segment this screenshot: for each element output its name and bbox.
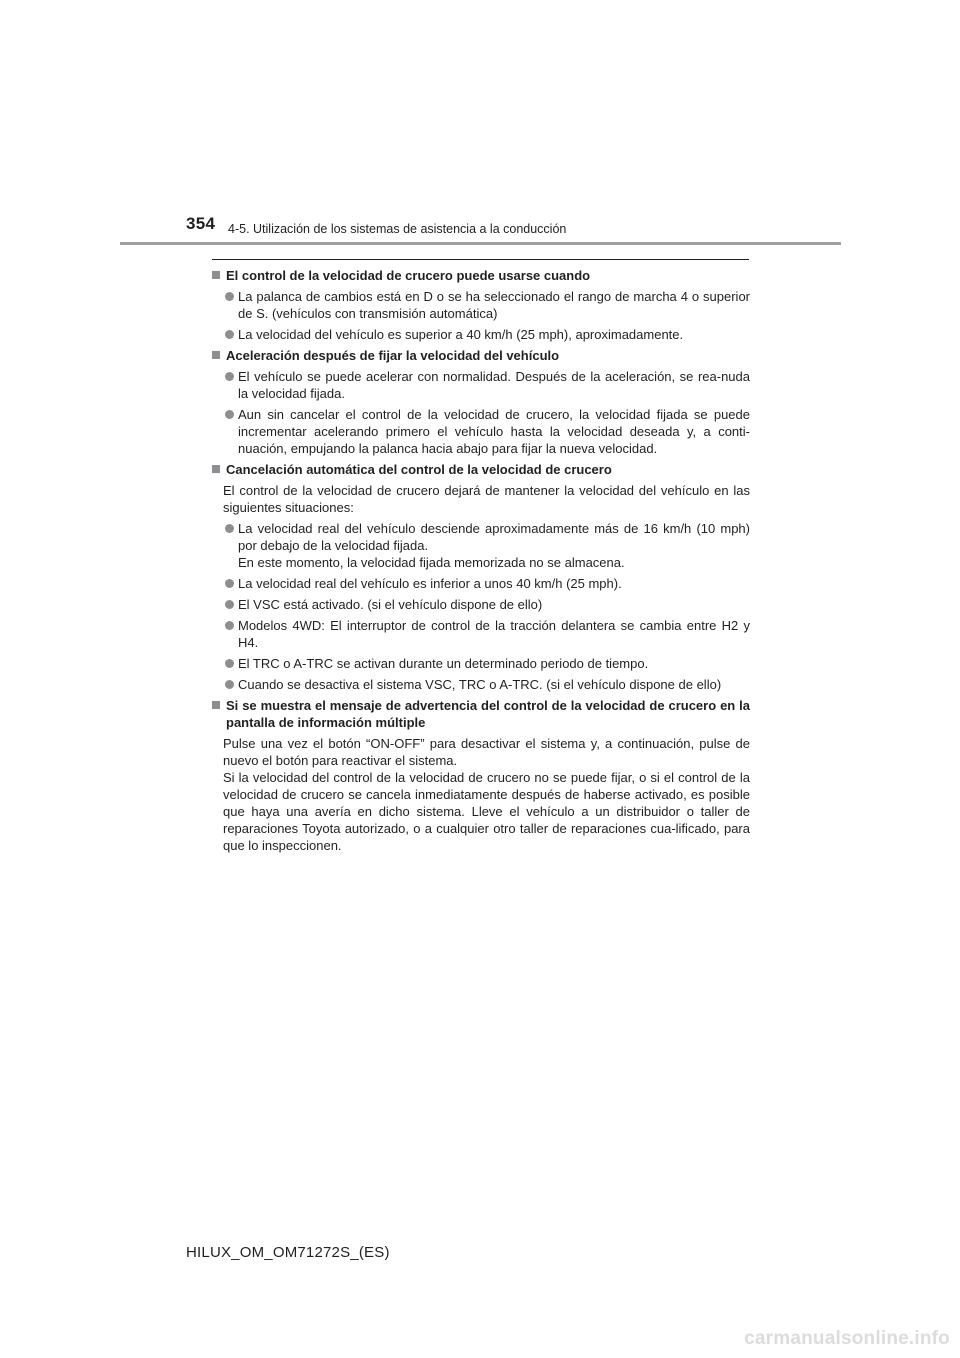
header-divider xyxy=(120,242,841,245)
list-item-text: La velocidad real del vehículo es inferior a unos 40 km/h (25 mph). xyxy=(238,576,622,591)
list-item xyxy=(210,596,750,613)
circle-bullet-icon xyxy=(225,330,234,339)
section-heading xyxy=(210,461,750,478)
list-item-text: El vehículo se puede acelerar con normalidad. Después de la aceleración, se rea-nuda la velocidad fijada. xyxy=(238,369,750,401)
list-item-text: Modelos 4WD: El interruptor de control de la tracción delantera se cambia entre H2 y H4. xyxy=(238,618,750,650)
document-code: HILUX_OM_OM71272S_(ES) xyxy=(186,1244,390,1261)
circle-bullet-icon xyxy=(225,524,234,533)
section xyxy=(210,461,750,693)
list-item-text: Cuando se desactiva el sistema VSC, TRC o A-TRC. (si el vehículo dispone de ello) xyxy=(238,677,722,692)
list-item xyxy=(210,655,750,672)
list-item xyxy=(210,617,750,651)
list-item xyxy=(210,368,750,402)
chapter-title: 4-5. Utilización de los sistemas de asistencia a la conducción xyxy=(228,222,567,236)
content-divider xyxy=(212,259,749,260)
section-heading-text: Si se muestra el mensaje de advertencia del control de la velocidad de crucero en la pantalla de información múltiple xyxy=(226,698,750,730)
list-item-text: El VSC está activado. (si el vehículo dispone de ello) xyxy=(238,597,543,612)
circle-bullet-icon xyxy=(225,372,234,381)
page-number: 354 xyxy=(186,214,216,233)
section-heading-text: Aceleración después de fijar la velocidad del vehículo xyxy=(226,348,560,363)
list-item xyxy=(210,676,750,693)
section xyxy=(210,347,750,457)
list-item xyxy=(210,288,750,322)
manual-content xyxy=(210,267,750,858)
square-bullet-icon xyxy=(212,465,220,473)
list-item-text: Aun sin cancelar el control de la velocidad de crucero, la velocidad fijada se puede incrementar acelerando primero el vehículo hasta la velocidad deseada y, a conti-nuación, empujando la palanca hacia abajo para fijar la nueva velocidad. xyxy=(238,407,750,456)
list-item-text: La velocidad real del vehículo desciende aproximadamente más de 16 km/h (10 mph) por debajo de la velocidad fijada. En este momento, la velocidad fijada memorizada no se almacena. xyxy=(238,521,750,570)
list-item xyxy=(210,520,750,571)
section-heading-text: Cancelación automática del control de la velocidad de crucero xyxy=(226,462,612,477)
circle-bullet-icon xyxy=(225,292,234,301)
section-heading xyxy=(210,347,750,364)
list-item xyxy=(210,326,750,343)
watermark[interactable]: carmanualsonline.info xyxy=(744,1328,950,1349)
list-item-text: El TRC o A-TRC se activan durante un determinado periodo de tiempo. xyxy=(238,656,649,671)
section xyxy=(210,267,750,343)
square-bullet-icon xyxy=(212,351,220,359)
list-item xyxy=(210,406,750,457)
section-heading xyxy=(210,267,750,284)
section xyxy=(210,697,750,854)
list-item-text: La palanca de cambios está en D o se ha seleccionado el rango de marcha 4 o superior de S. (vehículos con transmisión automática) xyxy=(238,289,750,321)
circle-bullet-icon xyxy=(225,579,234,588)
list-item-text: La velocidad del vehículo es superior a 40 km/h (25 mph), aproximadamente. xyxy=(238,327,684,342)
circle-bullet-icon xyxy=(225,680,234,689)
section-paragraph: Pulse una vez el botón “ON-OFF” para desactivar el sistema y, a continuación, pulse de nuevo el botón para reactivar el sistema. Si la velocidad del control de la velocidad de crucero no se puede fijar, o si el control de la velocidad de crucero se cancela inmediatamente después de haberse activado, es posible que haya una avería en dicho sistema. Lleve el vehículo a un distribuidor o taller de reparaciones Toyota autorizado, o a cualquier otro taller de reparaciones cua-lificado, para que lo inspeccionen. xyxy=(223,736,750,853)
circle-bullet-icon xyxy=(225,659,234,668)
section-paragraph: El control de la velocidad de crucero dejará de mantener la velocidad del vehículo en las siguientes situaciones: xyxy=(223,483,750,515)
square-bullet-icon xyxy=(212,271,220,279)
circle-bullet-icon xyxy=(225,410,234,419)
section-heading xyxy=(210,697,750,731)
section-heading-text: El control de la velocidad de crucero puede usarse cuando xyxy=(226,268,591,283)
circle-bullet-icon xyxy=(225,600,234,609)
list-item xyxy=(210,575,750,592)
circle-bullet-icon xyxy=(225,621,234,630)
square-bullet-icon xyxy=(212,701,220,709)
